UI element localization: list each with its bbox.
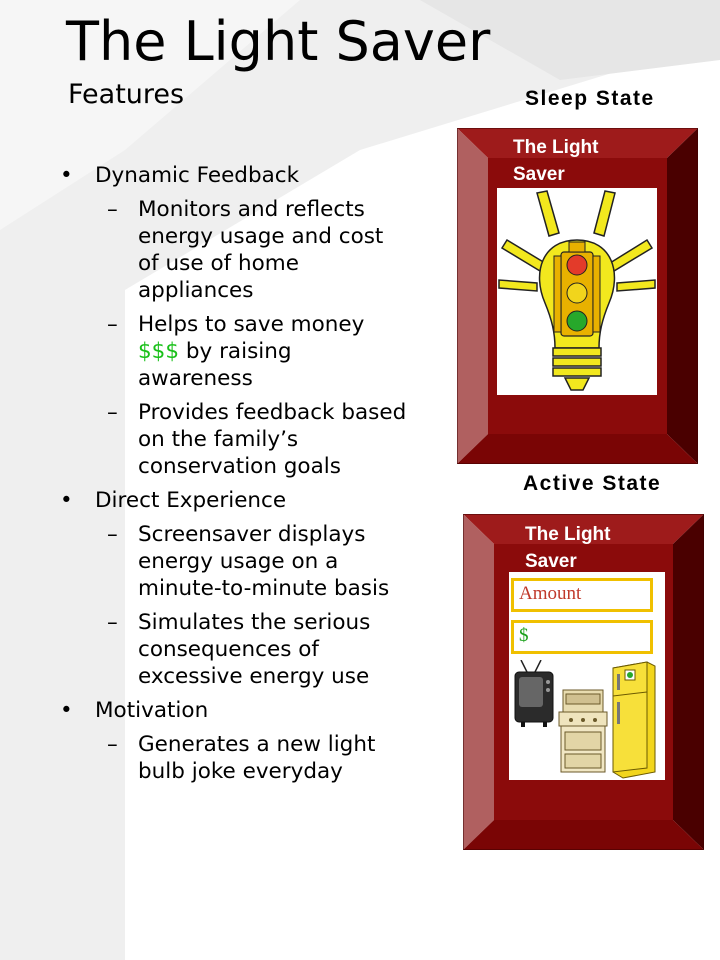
bullet-motivation bbox=[60, 697, 410, 724]
dash-marker: – bbox=[107, 732, 118, 757]
slide-subtitle: Features bbox=[68, 79, 185, 110]
dash-marker: – bbox=[107, 400, 118, 425]
panel-title-line1: The Light bbox=[513, 137, 599, 158]
subitem bbox=[60, 196, 410, 304]
stove-icon bbox=[559, 690, 607, 772]
subitem-text: Provides feedback based on the family’s conservation goals bbox=[138, 400, 407, 479]
subitem bbox=[60, 731, 410, 785]
sleep-state-label: Sleep State bbox=[525, 87, 655, 110]
bullet-marker: • bbox=[60, 698, 73, 723]
dash-marker: – bbox=[107, 197, 118, 222]
bullet-direct-experience bbox=[60, 487, 410, 514]
subitem-text: Screensaver displays energy usage on a minute-to-minute basis bbox=[138, 522, 390, 601]
bullet-marker: • bbox=[60, 488, 73, 513]
subitem bbox=[60, 399, 410, 480]
refrigerator-icon bbox=[613, 662, 655, 778]
bullet-marker: • bbox=[60, 163, 73, 188]
subitem-text: by raising awareness bbox=[138, 339, 292, 391]
television-icon bbox=[515, 660, 553, 727]
subitem bbox=[60, 311, 410, 392]
active-state-label: Active State bbox=[523, 472, 662, 495]
slide-title: The Light Saver bbox=[66, 10, 491, 73]
amount-field: Amount bbox=[511, 578, 653, 612]
dash-marker: – bbox=[107, 312, 118, 337]
subitem bbox=[60, 609, 410, 690]
lightbulb-traffic-light-icon bbox=[497, 188, 657, 395]
money-highlight: $$$ bbox=[138, 339, 180, 364]
bullet-dynamic-feedback bbox=[60, 162, 410, 189]
subitem-text: Monitors and reflects energy usage and cost of use of home appliances bbox=[138, 197, 384, 303]
panel-title-line2: Saver bbox=[513, 164, 565, 185]
bullet-label: Motivation bbox=[95, 698, 209, 723]
subitem-text: Simulates the serious consequences of excessive energy use bbox=[138, 610, 371, 689]
bullet-label: Direct Experience bbox=[95, 488, 287, 513]
appliances-illustration bbox=[513, 660, 661, 780]
subitem bbox=[60, 521, 410, 602]
dollar-field: $ bbox=[511, 620, 653, 654]
dash-marker: – bbox=[107, 610, 118, 635]
subitem-text: Helps to save money bbox=[138, 312, 365, 337]
subitem-text: Generates a new light bulb joke everyday bbox=[138, 732, 376, 784]
panel-title-line2: Saver bbox=[525, 551, 577, 572]
panel-title-line1: The Light bbox=[525, 524, 611, 545]
dash-marker: – bbox=[107, 522, 118, 547]
sleep-state-panel bbox=[457, 128, 698, 464]
feature-list bbox=[60, 162, 410, 792]
bullet-label: Dynamic Feedback bbox=[95, 163, 300, 188]
active-state-panel bbox=[463, 514, 704, 850]
